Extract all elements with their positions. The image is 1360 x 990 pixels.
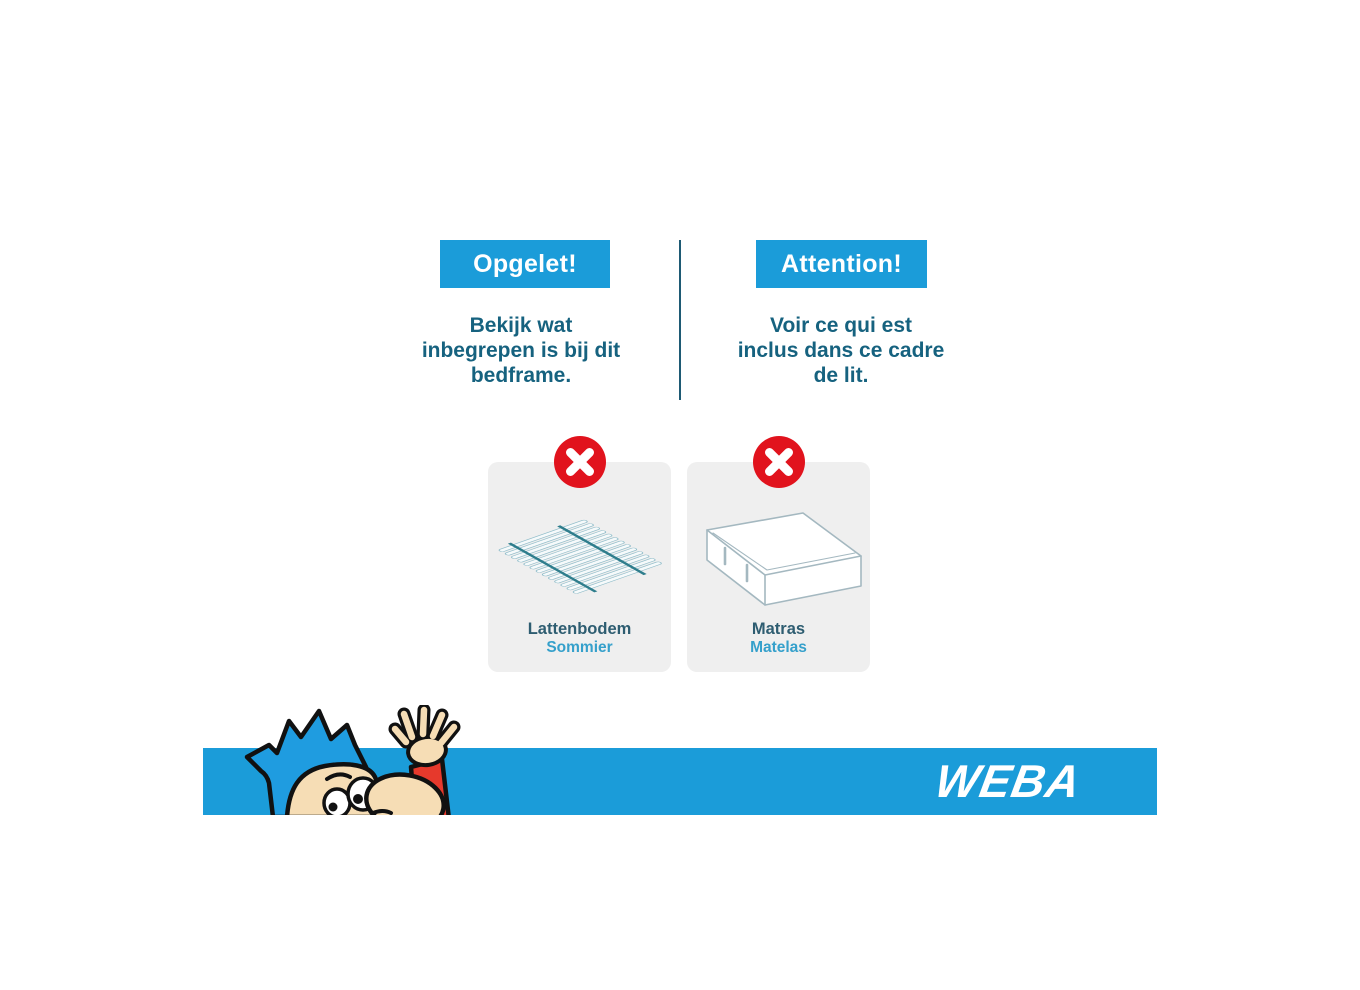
subtitle-fr-line: inclus dans ce cadre: [737, 339, 945, 362]
subtitle-nl: [396, 313, 646, 388]
slatted-base-illustration: [492, 504, 667, 609]
card-label-nl: Matras: [751, 620, 806, 638]
column-divider: [679, 240, 681, 400]
subtitle-nl-line: Bekijk wat: [469, 314, 573, 337]
card-slatted-base-labels: [488, 620, 671, 657]
subtitle-fr: [716, 313, 966, 388]
card-label-fr: Matelas: [750, 639, 807, 656]
subtitle-nl-line: bedframe.: [470, 364, 572, 387]
subtitle-nl-line: inbegrepen is bij dit: [421, 339, 621, 362]
subtitle-fr-line: Voir ce qui est: [770, 314, 912, 337]
x-circle-icon: [753, 436, 805, 488]
card-label-fr: Sommier: [546, 639, 613, 656]
footer-banner: [203, 748, 1157, 815]
card-mattress-labels: [687, 620, 870, 657]
weba-logo: WEBA: [931, 755, 1086, 807]
x-circle-icon: [554, 436, 606, 488]
header-badge-nl-label: Opgelet!: [473, 249, 577, 278]
header-badge-fr: [756, 240, 927, 288]
mattress-illustration: [691, 504, 866, 609]
subtitle-fr-line: de lit.: [813, 364, 869, 387]
header-badge-fr-label: Attention!: [780, 249, 903, 278]
card-mattress: [687, 462, 870, 672]
card-label-nl: Lattenbodem: [527, 620, 632, 638]
header-badge-nl: [440, 240, 610, 288]
weba-mascot: [243, 705, 475, 815]
card-slatted-base: [488, 462, 671, 672]
